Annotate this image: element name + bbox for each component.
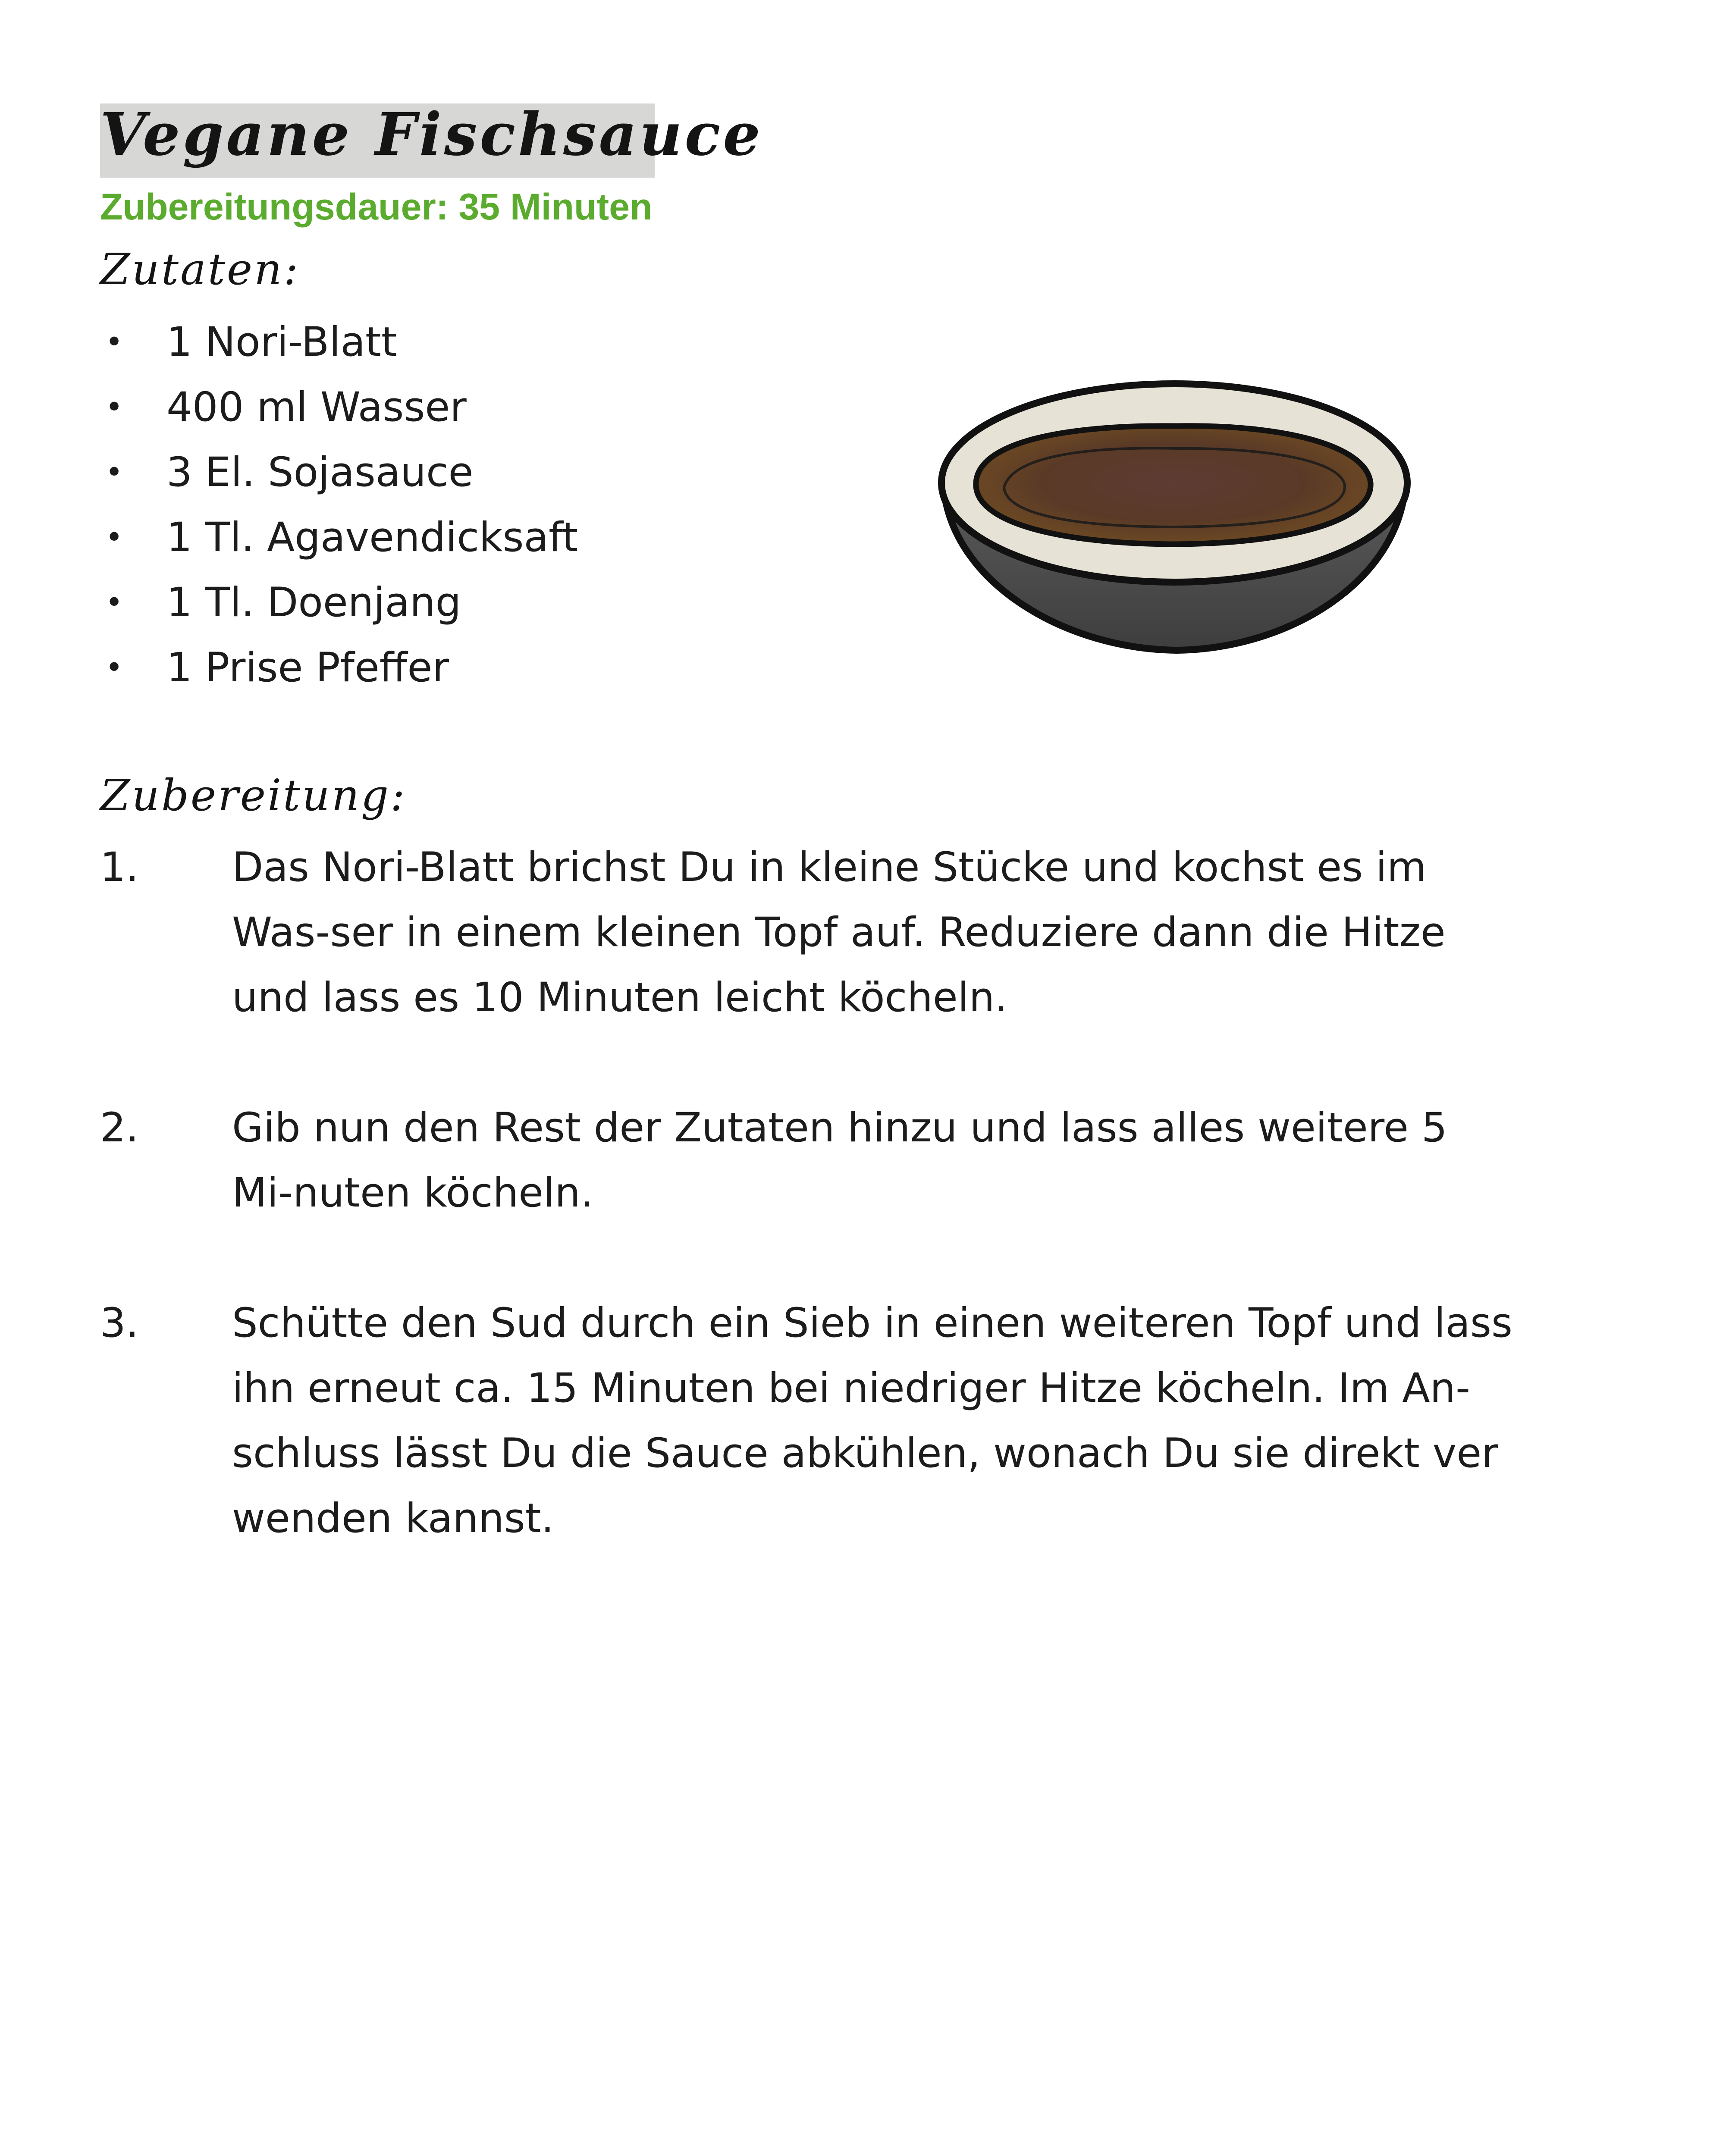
ingredients-heading: Zutaten:	[100, 244, 300, 295]
step-text: Schütte den Sud durch ein Sieb in einen weiteren Topf und lass ihn erneut ca. 15 Minuten bei niedriger Hitze köcheln. Im An-schluss lässt Du die Sauce abkühlen, wonach Du sie direkt ver wenden kannst.	[232, 1300, 1512, 1542]
ingredient-item	[100, 635, 578, 700]
bullet-icon: •	[105, 650, 123, 685]
bullet-icon: •	[105, 324, 123, 360]
ingredient-item	[100, 505, 578, 570]
step-item	[100, 835, 1515, 1030]
step-text: Gib nun den Rest der Zutaten hinzu und lass alles weitere 5 Mi-nuten köcheln.	[232, 1104, 1447, 1216]
ingredient-label: 400 ml Wasser	[166, 384, 467, 431]
step-number: 1.	[100, 844, 139, 891]
step-text: Das Nori-Blatt brichst Du in kleine Stücke und kochst es im Was-ser in einem kleinen Topf auf. Reduziere dann die Hitze und lass es 10 Minuten leicht köcheln.	[232, 844, 1446, 1021]
preparation-heading: Zubereitung:	[100, 770, 407, 821]
ingredient-label: 3 El. Sojasauce	[166, 449, 474, 496]
bullet-icon: •	[105, 389, 123, 425]
ingredient-item	[100, 310, 578, 375]
ingredient-label: 1 Nori-Blatt	[166, 319, 397, 366]
ingredient-item	[100, 570, 578, 635]
step-number: 2.	[100, 1104, 139, 1151]
step-item	[100, 1291, 1515, 1551]
ingredients-list	[100, 310, 578, 700]
preparation-duration: Zubereitungsdauer: 35 Minuten	[100, 186, 653, 228]
preparation-steps	[100, 835, 1566, 1616]
ingredient-label: 1 Tl. Doenjang	[166, 579, 461, 626]
ingredient-label: 1 Tl. Agavendicksaft	[166, 514, 578, 561]
ingredient-item	[100, 440, 578, 505]
bullet-icon: •	[105, 520, 123, 555]
recipe-title: Vegane Fischsauce	[100, 100, 763, 169]
step-number: 3.	[100, 1300, 139, 1347]
bullet-icon: •	[105, 454, 123, 490]
bowl-of-sauce-illustration	[935, 375, 1414, 660]
step-item	[100, 1095, 1515, 1225]
bullet-icon: •	[105, 585, 123, 620]
ingredient-item	[100, 375, 578, 440]
ingredient-label: 1 Prise Pfeffer	[166, 644, 449, 691]
